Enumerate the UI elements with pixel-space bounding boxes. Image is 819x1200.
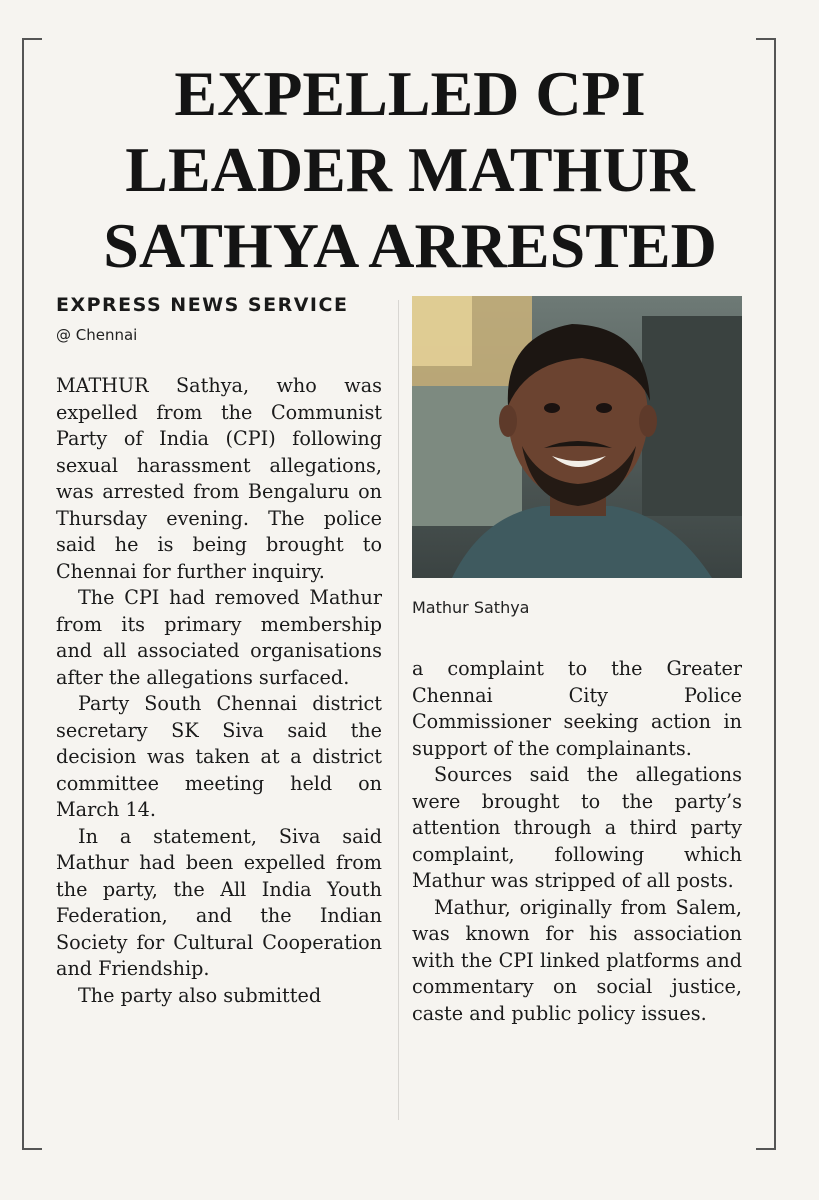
frame-left-rule (22, 58, 24, 1130)
paragraph: Mathur, originally from Salem, was known for his association with the CPI linked platforms and commentary on social justice, caste and public policy issues. (412, 895, 742, 1025)
column-divider (398, 300, 399, 1120)
paragraph: a complaint to the Greater Chennai City Police Commissioner seeking action in support of the complainants. (412, 657, 742, 760)
frame-corner-top-right (756, 38, 776, 58)
paragraph: MATHUR Sathya, who was expelled from the Communist Party of India (CPI) following sexual harassment allegations, was arrested from Bengaluru on Thursday evening. The police said he is being brought to Chennai for further inquiry. (56, 374, 382, 583)
dateline: @ Chennai (56, 326, 138, 344)
paragraph: In a statement, Siva said Mathur had been expelled from the party, the All India Youth Federation, and the Indian Society for Cultural Cooperation and Friendship. (56, 824, 382, 980)
paragraph: The CPI had removed Mathur from its primary membership and all associated organisations after the allegations surfaced. (56, 586, 382, 689)
paragraph: Sources said the allegations were brought to the party’s attention through a third party complaint, following which Mathur was stripped of all posts. (412, 763, 742, 892)
frame-corner-top-left (22, 38, 42, 58)
paragraph: Party South Chennai district secretary SK Siva said the decision was taken at a district committee meeting held on March 14. (56, 692, 382, 821)
frame-corner-bottom-right (756, 1130, 776, 1150)
portrait-illustration (412, 296, 742, 578)
byline: EXPRESS NEWS SERVICE (56, 294, 349, 316)
paragraph: The party also submitted (78, 983, 322, 1007)
headline (40, 56, 780, 284)
right-column (412, 656, 742, 1126)
frame-corner-bottom-left (22, 1130, 42, 1150)
headline-line: SATHYA ARRESTED (103, 210, 717, 281)
headline-line: LEADER MATHUR (125, 134, 695, 205)
headline-line: EXPELLED CPI (174, 58, 646, 129)
left-column (56, 373, 382, 1133)
portrait-photo (412, 296, 742, 578)
photo-caption: Mathur Sathya (412, 598, 530, 617)
